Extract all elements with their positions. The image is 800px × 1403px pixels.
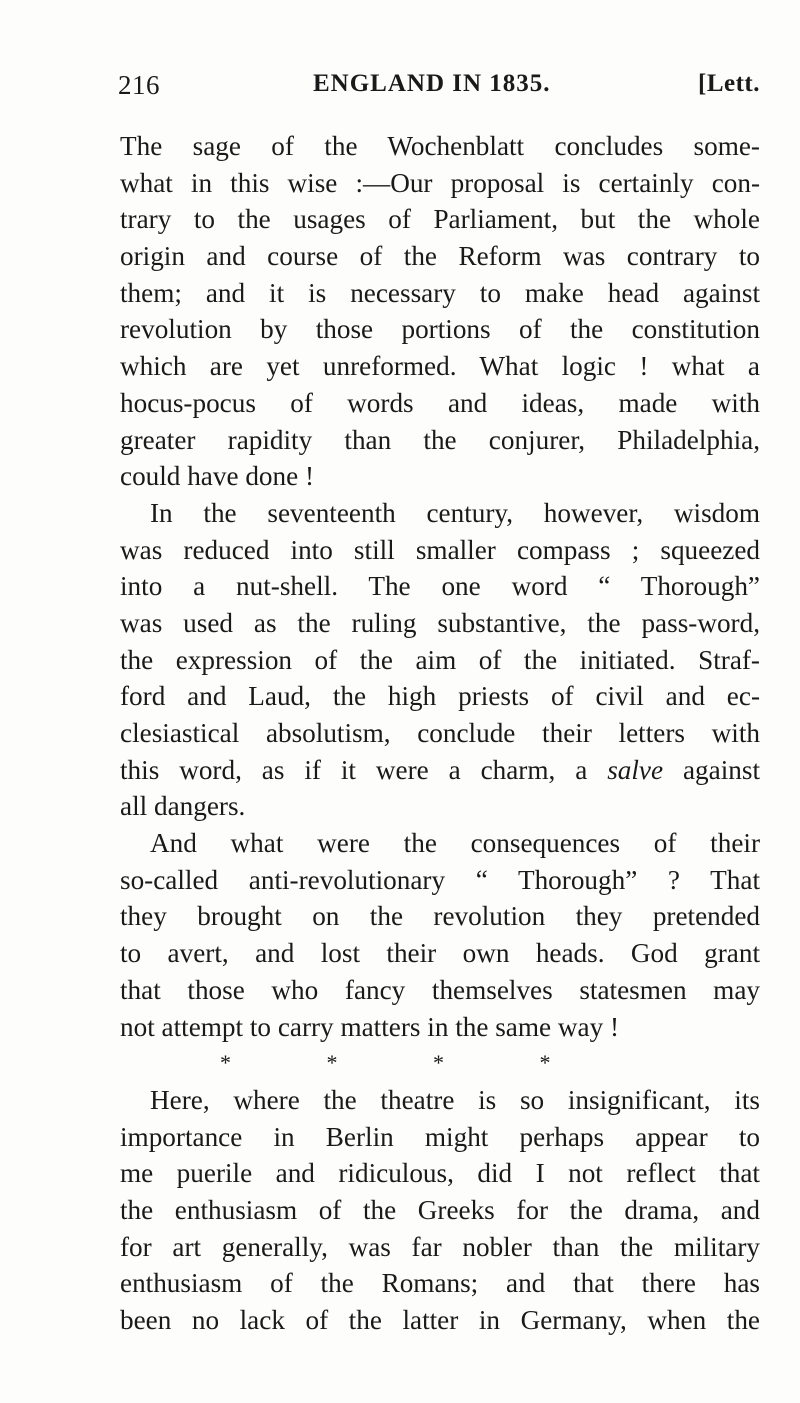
text-line: could have done !	[120, 461, 315, 492]
text-line: The sage of the Wochenblatt concludes some-	[120, 131, 760, 161]
text-line: which are yet unreformed. What logic ! what a	[120, 351, 760, 382]
page-number: 216	[118, 70, 160, 100]
running-tag: [Lett.	[698, 70, 760, 97]
italic-word: salve	[607, 754, 664, 785]
text-line: the expression of the aim of the initiated. Straf-	[120, 644, 760, 675]
text-line: importance in Berlin might perhaps appear to	[120, 1121, 760, 1152]
text-line: hocus-pocus of words and ideas, made with	[120, 387, 760, 418]
text-line: trary to the usages of Parliament, but the whole	[120, 204, 760, 235]
text-line: origin and course of the Reform was contrary to	[120, 241, 760, 272]
text-line: them; and it is necessary to make head against	[120, 277, 760, 308]
text-line: that those who fancy themselves statesmen may	[120, 974, 760, 1005]
section-separator: * * * *	[220, 1050, 551, 1076]
text-line: into a nut-shell. The one word “ Thorough”	[120, 571, 760, 602]
text-line: the enthusiasm of the Greeks for the drama, and	[120, 1194, 760, 1225]
text-line: And what were the consequences of their	[150, 828, 760, 859]
text-line: not attempt to carry matters in the same way !	[120, 1011, 620, 1042]
text-line: all dangers.	[120, 791, 246, 822]
running-title: ENGLAND IN 1835.	[313, 70, 551, 97]
text-segment: this word, as if it were a charm, a	[120, 754, 608, 785]
text-line: enthusiasm of the Romans; and that there has	[120, 1268, 760, 1299]
text-line: for art generally, was far nobler than the military	[120, 1231, 760, 1262]
text-line: me puerile and ridiculous, did I not reflect that	[120, 1158, 760, 1189]
text-line: so-called anti-revolutionary “ Thorough” ? That	[120, 864, 760, 895]
text-line: was reduced into still smaller compass ; squeezed	[120, 534, 760, 565]
running-head	[118, 70, 760, 110]
text-line	[120, 752, 760, 789]
text-line: was used as the ruling substantive, the pass-word,	[120, 607, 760, 638]
text-line: what in this wise :—Our proposal is certainly con-	[120, 167, 760, 198]
text-line: they brought on the revolution they pretended	[120, 901, 760, 932]
text-line: Here, where the theatre is so insignificant, its	[150, 1084, 760, 1115]
text-line: to avert, and lost their own heads. God grant	[120, 938, 760, 969]
text-line: In the seventeenth century, however, wisdom	[150, 497, 760, 528]
text-line: ford and Laud, the high priests of civil and ec-	[120, 681, 760, 712]
text-line: clesiastical absolutism, conclude their letters with	[120, 718, 760, 748]
text-segment: against	[663, 754, 760, 785]
body-text	[120, 128, 760, 1339]
text-line: greater rapidity than the conjurer, Philadelphia,	[120, 424, 760, 455]
text-line: revolution by those portions of the constitution	[120, 314, 760, 345]
text-line: been no lack of the latter in Germany, when the	[120, 1305, 760, 1335]
